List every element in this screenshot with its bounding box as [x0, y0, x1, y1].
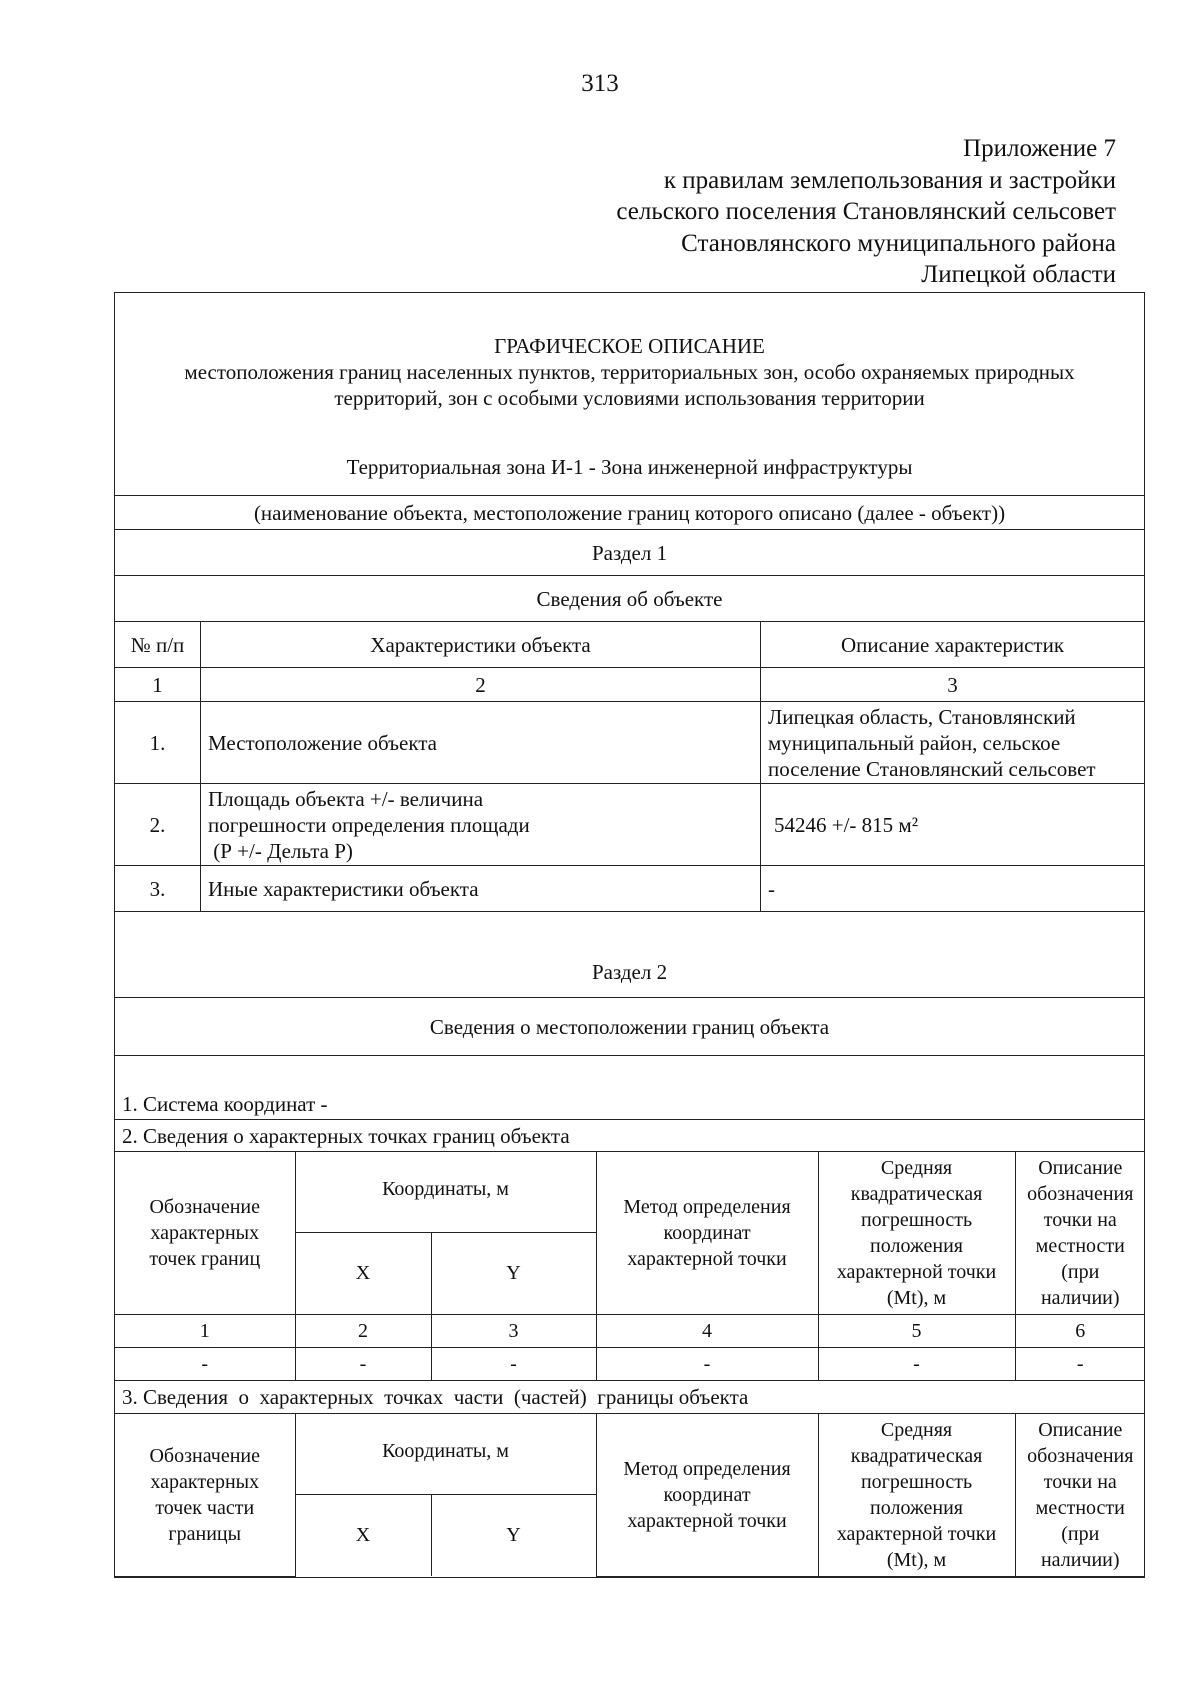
coordinate-system: 1. Система координат - [115, 1056, 1145, 1120]
col-index-1: 1 [115, 668, 201, 702]
table-cell: - [1015, 1347, 1145, 1380]
page-number: 313 [581, 70, 619, 97]
section2-title: Раздел 2 [115, 912, 1145, 998]
row-characteristic: Местоположение объекта [201, 702, 761, 784]
row-characteristic-line-1: Площадь объекта +/- величина [208, 786, 484, 811]
row-characteristic-line-2: погрешности определения площади [208, 812, 530, 837]
table-row [115, 866, 1145, 912]
header-line: наличии) [1040, 1548, 1120, 1571]
header-line: обозначения [1027, 1444, 1134, 1467]
col-header-method [596, 1152, 818, 1314]
table-cell: - [596, 1347, 818, 1380]
index-cell: 4 [596, 1314, 818, 1347]
header-line: точек части [155, 1496, 255, 1519]
index-cell: 6 [1015, 1314, 1145, 1347]
header-line: точки на [1043, 1208, 1117, 1231]
col-header-part-point-name [115, 1414, 295, 1576]
col-index-2: 2 [201, 668, 761, 702]
appendix-line-1: Приложение 7 [963, 135, 1116, 162]
row-description-line-2: муниципальный район, сельское [768, 730, 1061, 755]
zone-caption: (наименование объекта, местоположение границ которого описано (далее - объект)) [115, 496, 1145, 530]
appendix-line-3: сельского поселения Становлянский сельсовет [616, 198, 1116, 225]
parts-section-title: 3. Сведения о характерных точках части (частей) границы объекта [115, 1381, 1145, 1414]
col-index-3: 3 [761, 668, 1145, 702]
header-line: местности [1035, 1234, 1125, 1257]
col-header-coordinates: Координаты, м [295, 1152, 596, 1232]
header-line: характерных [150, 1470, 260, 1493]
form-title-block [115, 293, 1145, 496]
col-header-error [818, 1414, 1015, 1576]
form-subtitle-line-1: местоположения границ населенных пунктов, территориальных зон, особо охраняемых природных [184, 360, 1075, 384]
header-line: положения [870, 1234, 963, 1257]
header-line: точек границ [149, 1247, 261, 1270]
header-line: (при [1061, 1522, 1100, 1545]
row-characteristic [201, 784, 761, 866]
header-line: (Mt), м [886, 1286, 947, 1309]
header-line: Обозначение [149, 1195, 261, 1218]
section2-subtitle: Сведения о местоположении границ объекта [115, 998, 1145, 1056]
header-line: (Mt), м [886, 1548, 947, 1571]
table-cell: - [818, 1347, 1015, 1380]
index-cell: 2 [295, 1314, 431, 1347]
section1-subtitle: Сведения об объекте [115, 576, 1145, 622]
col-header-point-description [1015, 1152, 1145, 1314]
boundary-points-block [115, 1152, 1145, 1381]
header-line: характерной точки [627, 1247, 787, 1270]
header-line: характерной точки [836, 1522, 997, 1545]
table-cell: - [431, 1347, 596, 1380]
header-line: обозначения [1027, 1182, 1134, 1205]
col-header-x: X [295, 1232, 431, 1314]
row-number: 1. [115, 702, 201, 784]
header-line: (при [1061, 1260, 1100, 1283]
col-header-coordinates: Координаты, м [295, 1414, 596, 1494]
header-line: характерных [150, 1221, 260, 1244]
points-section-title: 2. Сведения о характерных точках границ объекта [115, 1120, 1145, 1152]
table-cell: - [295, 1347, 431, 1380]
header-line: Обозначение [149, 1444, 261, 1467]
index-row [115, 1314, 1145, 1347]
appendix-header [616, 133, 1116, 291]
row-description [761, 702, 1145, 784]
row-characteristic: Иные характеристики объекта [201, 866, 761, 912]
header-line: Описание [1038, 1418, 1123, 1441]
zone-name: Территориальная зона И-1 - Зона инженерной инфраструктуры [346, 455, 913, 479]
header-line: положения [870, 1496, 963, 1519]
header-line: границы [168, 1522, 242, 1545]
section1-title: Раздел 1 [115, 530, 1145, 576]
header-line: наличии) [1040, 1286, 1120, 1309]
boundary-points-table [115, 1152, 1145, 1380]
graphic-description-form [114, 292, 1145, 1578]
appendix-line-2: к правилам землепользования и застройки [663, 166, 1116, 194]
table-cell: - [115, 1347, 295, 1380]
header-line: квадратическая [850, 1444, 983, 1467]
row-number: 2. [115, 784, 201, 866]
row-number: 3. [115, 866, 201, 912]
appendix-line-4: Становлянского муниципального района [681, 229, 1116, 257]
row-description: - [761, 866, 1145, 912]
col-header-y: Y [431, 1494, 596, 1576]
col-header-description: Описание характеристик [761, 622, 1145, 668]
header-line: Описание [1038, 1156, 1123, 1179]
header-line: квадратическая [850, 1182, 983, 1205]
header-line: Метод определения [623, 1457, 791, 1480]
col-header-method [596, 1414, 818, 1576]
col-header-characteristics: Характеристики объекта [201, 622, 761, 668]
header-line: погрешность [860, 1208, 973, 1231]
header-line: координат [663, 1221, 751, 1244]
header-line: Средняя [880, 1418, 953, 1441]
col-header-y: Y [431, 1232, 596, 1314]
form-subtitle-line-2: территорий, зон с особыми условиями использования территории [334, 386, 925, 410]
row-description: 54246 +/- 815 м² [761, 784, 1145, 866]
header-line: Метод определения [623, 1195, 791, 1218]
row-characteristic-line-3: (Р +/- Дельта Р) [208, 838, 353, 863]
table-row [115, 784, 1145, 866]
col-header-point-name [115, 1152, 295, 1314]
appendix-line-5: Липецкой области [921, 261, 1116, 288]
table-row [115, 702, 1145, 784]
col-header-num: № п/п [115, 622, 201, 668]
col-header-point-description [1015, 1414, 1145, 1576]
header-line: погрешность [860, 1470, 973, 1493]
col-header-error [818, 1152, 1015, 1314]
boundary-parts-block [115, 1414, 1145, 1578]
row-description-line-3: поселение Становлянский сельсовет [768, 756, 1096, 781]
boundary-parts-table [115, 1414, 1145, 1577]
header-line: характерной точки [627, 1509, 787, 1532]
index-cell: 1 [115, 1314, 295, 1347]
index-cell: 3 [431, 1314, 596, 1347]
header-line: точки на [1043, 1470, 1117, 1493]
header-line: местности [1035, 1496, 1125, 1519]
header-line: Средняя [880, 1156, 953, 1179]
table-row [115, 1347, 1145, 1380]
col-header-x: X [295, 1494, 431, 1576]
row-description-line-1: Липецкая область, Становлянский [768, 704, 1076, 729]
header-line: характерной точки [836, 1260, 997, 1283]
header-line: координат [663, 1483, 751, 1506]
index-cell: 5 [818, 1314, 1015, 1347]
form-title: ГРАФИЧЕСКОЕ ОПИСАНИЕ [494, 334, 765, 358]
